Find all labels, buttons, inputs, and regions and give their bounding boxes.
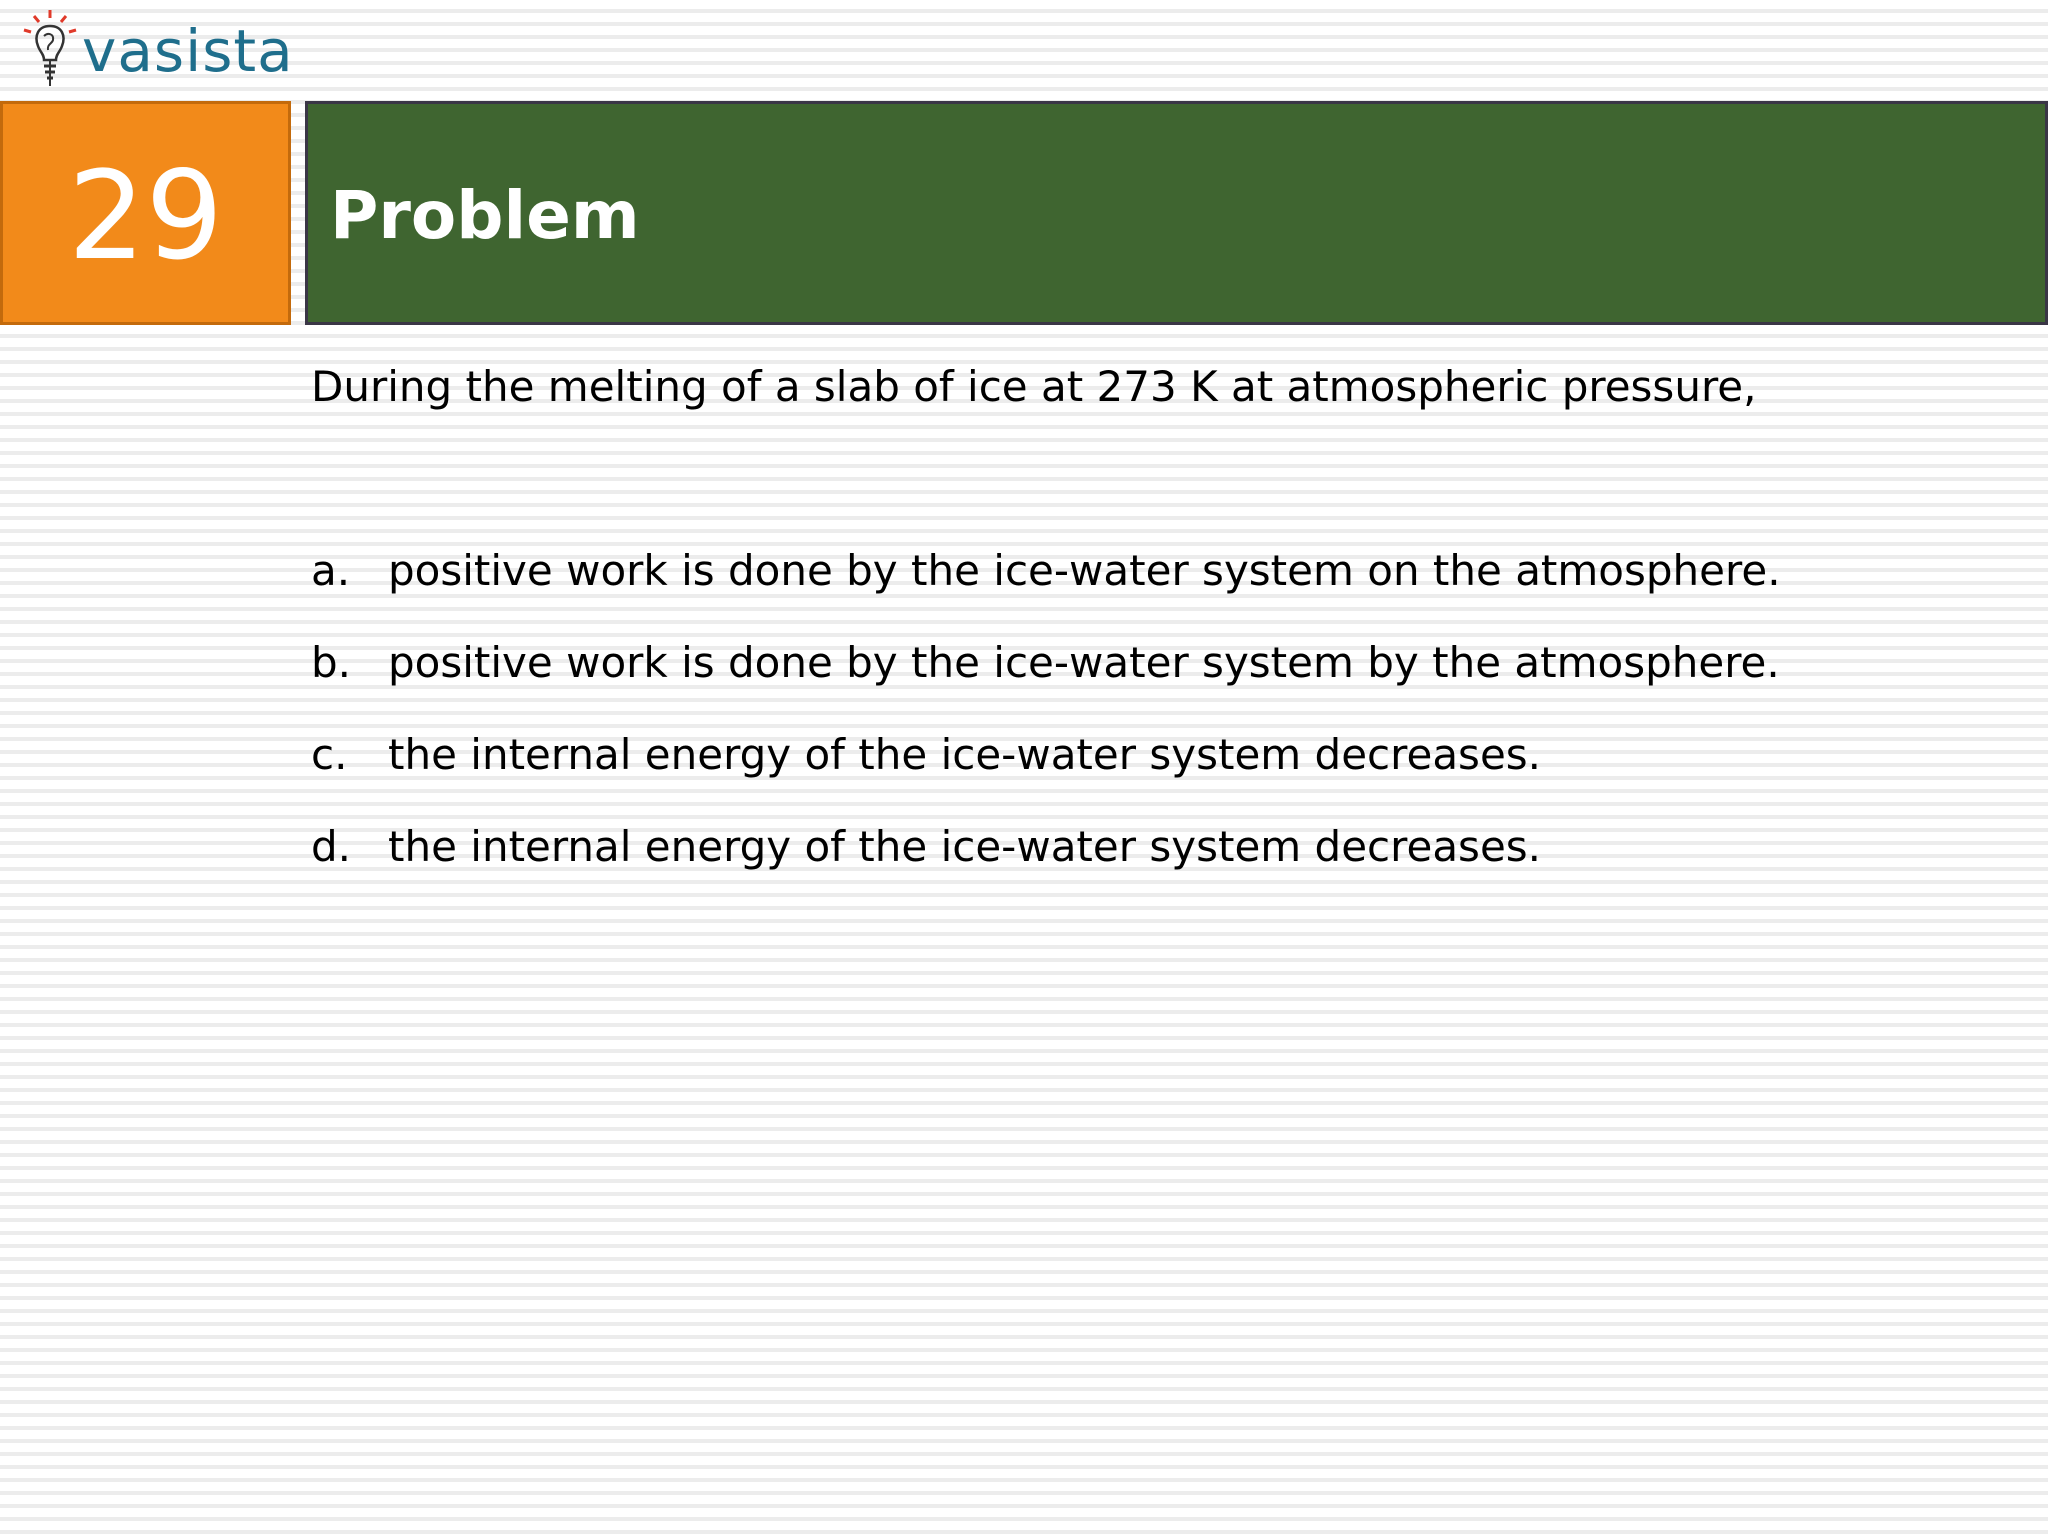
option-text: the internal energy of the ice-water system decreases. bbox=[388, 822, 1542, 871]
option-letter: d. bbox=[311, 822, 352, 871]
title-bar bbox=[305, 101, 2048, 325]
lightbulb-icon bbox=[20, 4, 80, 96]
vasista-logo bbox=[20, 4, 294, 96]
option-letter: b. bbox=[311, 638, 352, 687]
logo-text: vasista bbox=[82, 17, 294, 85]
option-letter: c. bbox=[311, 730, 348, 779]
option-letter: a. bbox=[311, 546, 351, 595]
slide-number: 29 bbox=[67, 145, 224, 287]
option-text: the internal energy of the ice-water system decreases. bbox=[388, 730, 1542, 779]
option-text: positive work is done by the ice-water system on the atmosphere. bbox=[388, 546, 1781, 595]
option-text: positive work is done by the ice-water system by the atmosphere. bbox=[388, 638, 1780, 687]
question-text: During the melting of a slab of ice at 273 K at atmospheric pressure, bbox=[311, 362, 1757, 411]
slide-number-box bbox=[0, 101, 291, 325]
slide-title: Problem bbox=[330, 176, 640, 254]
